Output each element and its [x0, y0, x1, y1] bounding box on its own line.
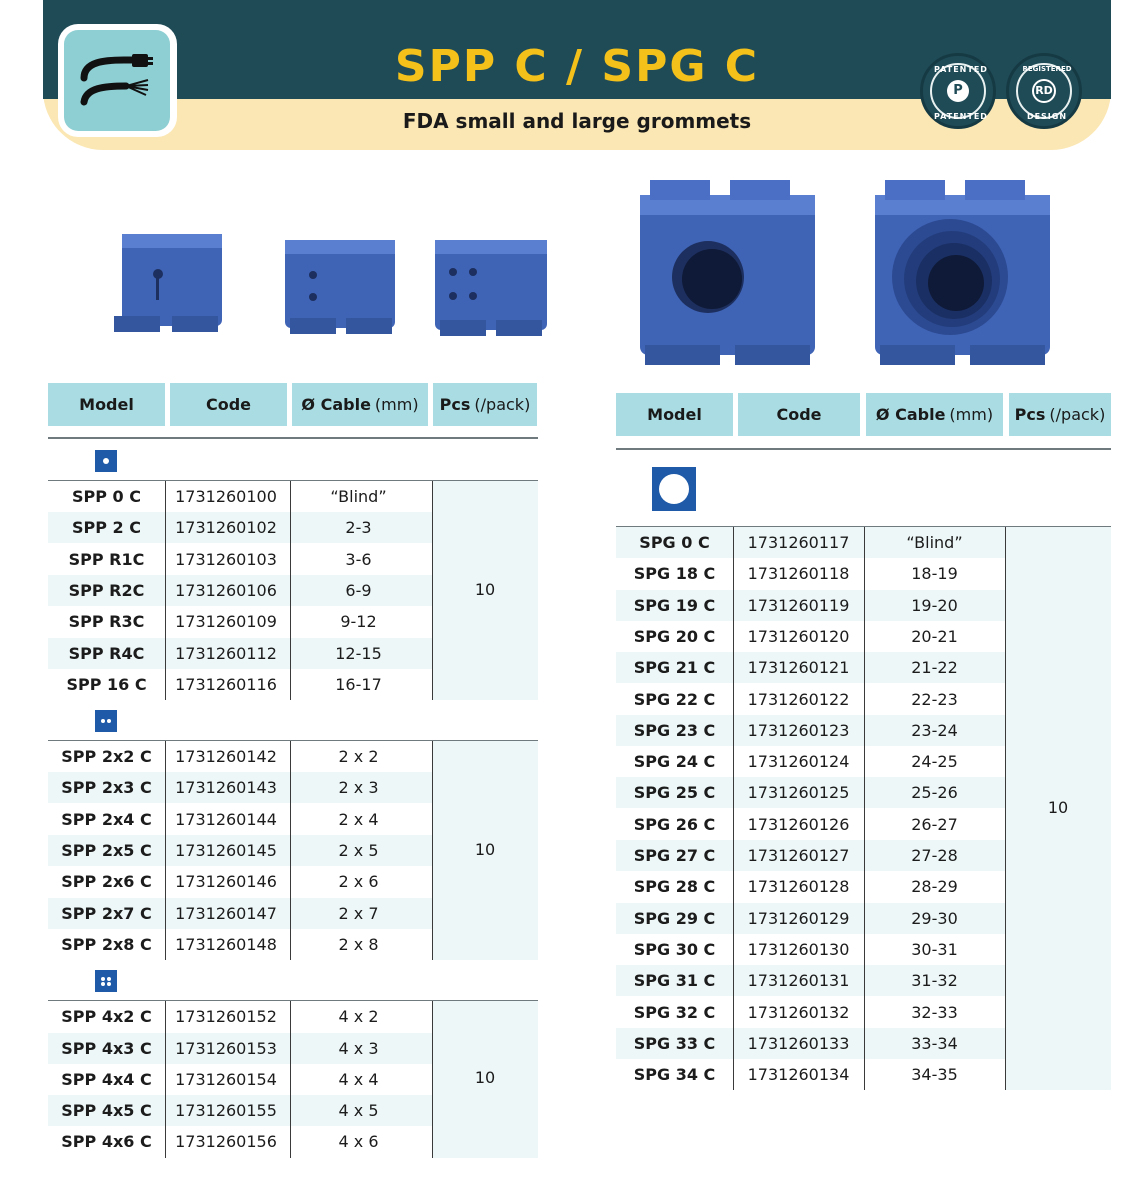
- col-header-cable: Ø Cable (mm): [292, 383, 428, 426]
- cable-cell: 2 x 3: [338, 778, 379, 798]
- grommet-medium-hole-image: [640, 180, 815, 365]
- col-header-pcs: Pcs (/pack): [433, 383, 537, 426]
- table-row: [48, 575, 432, 606]
- table-row: [48, 1033, 432, 1064]
- cable-cell: 22-23: [911, 689, 958, 709]
- column-separator: [290, 741, 291, 960]
- table-row: [48, 669, 432, 700]
- code-cell: 1731260125: [747, 783, 850, 803]
- code-cell: 1731260154: [175, 1069, 277, 1089]
- column-separator: [290, 1001, 291, 1158]
- code-cell: 1731260112: [175, 643, 277, 663]
- code-cell: 1731260118: [747, 564, 850, 584]
- model-cell: SPG 34 C: [633, 1065, 716, 1085]
- model-cell: SPP 2x3 C: [61, 778, 152, 798]
- table-row: [616, 1028, 1005, 1059]
- cable-cell: 21-22: [911, 658, 958, 678]
- model-cell: SPP R3C: [68, 612, 145, 632]
- table-row: [48, 929, 432, 960]
- model-cell: SPG 26 C: [633, 814, 716, 834]
- table-row: [616, 715, 1005, 746]
- model-cell: SPP 2x6 C: [61, 872, 152, 892]
- code-cell: 1731260122: [747, 689, 850, 709]
- cable-cell: “Blind”: [330, 487, 387, 506]
- grommet-four-hole-image: [435, 240, 547, 336]
- cable-cell: 26-27: [911, 814, 958, 834]
- code-cell: 1731260123: [747, 720, 850, 740]
- model-cell: SPP 4x6 C: [61, 1132, 152, 1152]
- column-separator: [165, 1001, 166, 1158]
- code-cell: 1731260147: [175, 903, 277, 923]
- code-cell: 1731260117: [747, 533, 850, 552]
- spg-header-divider: [616, 448, 1111, 450]
- model-cell: SPP R1C: [68, 549, 145, 569]
- model-cell: SPG 22 C: [633, 689, 716, 709]
- two-holes-icon: [95, 710, 117, 732]
- patented-badge-icon: [920, 53, 996, 129]
- pcs-value: 10: [474, 579, 496, 599]
- cable-cell: 33-34: [911, 1033, 958, 1053]
- col-header-pcs: Pcs (/pack): [1009, 393, 1111, 436]
- symbol-hole: [659, 474, 690, 505]
- cable-cell: 30-31: [911, 939, 958, 959]
- cable-cell: 20-21: [911, 626, 958, 646]
- code-cell: 1731260130: [747, 939, 850, 959]
- model-cell: SPG 21 C: [633, 658, 716, 678]
- table-row: [616, 558, 1005, 589]
- table-row: [48, 804, 432, 835]
- four-holes-icon: [95, 970, 117, 992]
- code-cell: 1731260131: [747, 971, 850, 991]
- table-row: [616, 997, 1005, 1028]
- model-cell: SPG 23 C: [633, 720, 716, 740]
- model-cell: SPG 29 C: [633, 908, 716, 928]
- cable-cell: 2-3: [345, 518, 372, 538]
- cable-cell: 34-35: [911, 1065, 958, 1085]
- page-title: SPP C / SPG C: [394, 41, 760, 92]
- pcs-value: 10: [1047, 797, 1069, 817]
- table-row: [48, 606, 432, 637]
- symbol-hole: [101, 977, 105, 981]
- cable-cell: 2 x 5: [338, 841, 379, 860]
- model-cell: SPP 2x5 C: [61, 841, 152, 860]
- code-cell: 1731260156: [175, 1132, 277, 1152]
- cable-cell: 25-26: [911, 783, 958, 803]
- table-row: [616, 903, 1005, 934]
- cable-cell: 3-6: [345, 549, 372, 569]
- symbol-hole: [107, 719, 111, 723]
- model-cell: SPP 0 C: [72, 487, 141, 506]
- cable-cell: 4 x 4: [338, 1069, 379, 1089]
- grommet-large-hole-image: [875, 180, 1050, 365]
- table-row: [48, 866, 432, 897]
- table-row: [616, 871, 1005, 902]
- code-cell: 1731260132: [747, 1002, 850, 1022]
- pcs-value: 10: [474, 1068, 496, 1088]
- code-cell: 1731260126: [747, 814, 850, 834]
- cable-cell: 16-17: [335, 674, 382, 694]
- code-cell: 1731260152: [175, 1007, 277, 1027]
- code-cell: 1731260100: [175, 487, 277, 506]
- cable-cell: 23-24: [911, 720, 958, 740]
- cable-cell: 9-12: [340, 612, 377, 632]
- table-row: [616, 684, 1005, 715]
- code-cell: 1731260144: [175, 809, 277, 829]
- code-cell: 1731260127: [747, 846, 850, 865]
- model-cell: SPP 16 C: [66, 674, 147, 694]
- table-row: [48, 835, 432, 866]
- table-row: [616, 1059, 1005, 1090]
- code-cell: 1731260134: [747, 1065, 850, 1085]
- model-cell: SPP 2x2 C: [61, 747, 152, 767]
- model-cell: SPP 4x4 C: [61, 1069, 152, 1089]
- code-cell: 1731260153: [175, 1038, 277, 1058]
- code-cell: 1731260143: [175, 778, 277, 798]
- col-header-model: Model: [616, 393, 733, 436]
- model-cell: SPG 20 C: [633, 626, 716, 646]
- model-cell: SPG 28 C: [633, 877, 716, 897]
- table-row: [48, 1126, 432, 1157]
- cable-cell: 28-29: [911, 877, 958, 897]
- model-cell: SPP 4x5 C: [61, 1101, 152, 1121]
- model-cell: SPG 0 C: [639, 533, 710, 552]
- code-cell: 1731260148: [175, 934, 277, 954]
- table-row: [616, 746, 1005, 777]
- badge-top-text: REGISTERED: [1022, 65, 1072, 73]
- column-separator: [290, 481, 291, 700]
- table-row: [616, 965, 1005, 996]
- model-cell: SPG 19 C: [633, 595, 716, 615]
- code-cell: 1731260121: [747, 658, 850, 678]
- table-row: [48, 638, 432, 669]
- table-row: [48, 1095, 432, 1126]
- model-cell: SPG 30 C: [633, 939, 716, 959]
- model-cell: SPP 2 C: [72, 518, 141, 538]
- table-row: [616, 652, 1005, 683]
- column-separator: [864, 527, 865, 1090]
- badge-bottom-text: DESIGN: [1026, 112, 1068, 121]
- cable-cell: 2 x 8: [338, 934, 379, 954]
- code-cell: 1731260128: [747, 877, 850, 897]
- pcs-value: 10: [474, 839, 496, 859]
- symbol-hole: [103, 458, 109, 464]
- table-row: [48, 481, 432, 512]
- symbol-hole: [101, 982, 105, 986]
- model-cell: SPG 31 C: [633, 971, 716, 991]
- model-cell: SPG 33 C: [633, 1033, 716, 1053]
- code-cell: 1731260120: [747, 626, 850, 646]
- column-separator: [733, 527, 734, 1090]
- table-row: [48, 512, 432, 543]
- badge-top-text: PATENTED: [934, 65, 988, 74]
- cable-cell: 2 x 6: [338, 872, 379, 892]
- model-cell: SPP 4x2 C: [61, 1007, 152, 1027]
- model-cell: SPP R2C: [68, 580, 145, 600]
- model-cell: SPP 4x3 C: [61, 1038, 152, 1058]
- spg-grommet-images: [630, 175, 1060, 375]
- model-cell: SPG 27 C: [633, 846, 716, 865]
- model-cell: SPG 25 C: [633, 783, 716, 803]
- table-row: [48, 544, 432, 575]
- table-row: [48, 772, 432, 803]
- model-cell: SPG 32 C: [633, 1002, 716, 1022]
- table-row: [616, 840, 1005, 871]
- large-round-hole-icon: [652, 467, 696, 511]
- code-cell: 1731260116: [175, 674, 277, 694]
- page-subtitle: FDA small and large grommets: [402, 109, 752, 133]
- code-cell: 1731260129: [747, 908, 850, 928]
- table-row: [616, 934, 1005, 965]
- cable-cell: 19-20: [911, 595, 958, 615]
- grommet-two-hole-image: [285, 240, 395, 334]
- cable-cell: 18-19: [911, 564, 958, 584]
- table-row: [48, 1001, 432, 1032]
- badge-bottom-text: PATENTED: [934, 112, 988, 121]
- symbol-hole: [107, 982, 111, 986]
- code-cell: 1731260119: [747, 595, 850, 615]
- grommet-single-hole-image: [114, 234, 222, 332]
- badge-core-text: P: [947, 80, 969, 102]
- spp-grommet-images: [110, 220, 560, 345]
- col-header-model: Model: [48, 383, 165, 426]
- code-cell: 1731260145: [175, 841, 277, 860]
- model-cell: SPG 18 C: [633, 564, 716, 584]
- cable-cell: 29-30: [911, 908, 958, 928]
- table-row: [616, 590, 1005, 621]
- cable-cell: 12-15: [335, 643, 382, 663]
- table-row: [616, 809, 1005, 840]
- column-separator: [165, 481, 166, 700]
- symbol-hole: [107, 977, 111, 981]
- cable-cell: 2 x 4: [338, 809, 379, 829]
- cable-cell: 32-33: [911, 1002, 958, 1022]
- single-center-hole-icon: [95, 450, 117, 472]
- cable-cell: 4 x 6: [338, 1132, 379, 1152]
- column-separator: [165, 741, 166, 960]
- model-cell: SPP 2x4 C: [61, 809, 152, 829]
- cable-cell: 24-25: [911, 752, 958, 772]
- cable-cell: 4 x 5: [338, 1101, 379, 1121]
- col-header-code: Code: [738, 393, 860, 436]
- code-cell: 1731260109: [175, 612, 277, 632]
- table-row: [48, 741, 432, 772]
- spp-header-divider: [48, 437, 538, 439]
- table-row: [616, 527, 1005, 558]
- cable-cell: 31-32: [911, 971, 958, 991]
- col-header-cable: Ø Cable (mm): [866, 393, 1003, 436]
- model-cell: SPP R4C: [68, 643, 145, 663]
- code-cell: 1731260106: [175, 580, 277, 600]
- model-cell: SPP 2x8 C: [61, 934, 152, 954]
- model-cell: SPG 24 C: [633, 752, 716, 772]
- code-cell: 1731260133: [747, 1033, 850, 1053]
- col-header-code: Code: [170, 383, 287, 426]
- cable-cell: 27-28: [911, 846, 958, 865]
- table-row: [616, 777, 1005, 808]
- cable-cell: 2 x 7: [338, 903, 379, 923]
- code-cell: 1731260155: [175, 1101, 277, 1121]
- symbol-hole: [101, 719, 105, 723]
- cable-cell: 4 x 2: [338, 1007, 379, 1027]
- code-cell: 1731260103: [175, 549, 277, 569]
- model-cell: SPP 2x7 C: [61, 903, 152, 923]
- registered-design-badge-icon: [1006, 53, 1082, 129]
- cable-cell: 4 x 3: [338, 1038, 379, 1058]
- cable-cell: 6-9: [345, 580, 372, 600]
- table-row: [48, 1064, 432, 1095]
- cable-cell: 2 x 2: [338, 747, 379, 767]
- code-cell: 1731260142: [175, 747, 277, 767]
- code-cell: 1731260102: [175, 518, 277, 538]
- table-row: [48, 898, 432, 929]
- badge-core-text: RD: [1032, 79, 1056, 103]
- code-cell: 1731260124: [747, 752, 850, 772]
- table-row: [616, 621, 1005, 652]
- cable-cell: “Blind”: [906, 533, 963, 552]
- code-cell: 1731260146: [175, 872, 277, 892]
